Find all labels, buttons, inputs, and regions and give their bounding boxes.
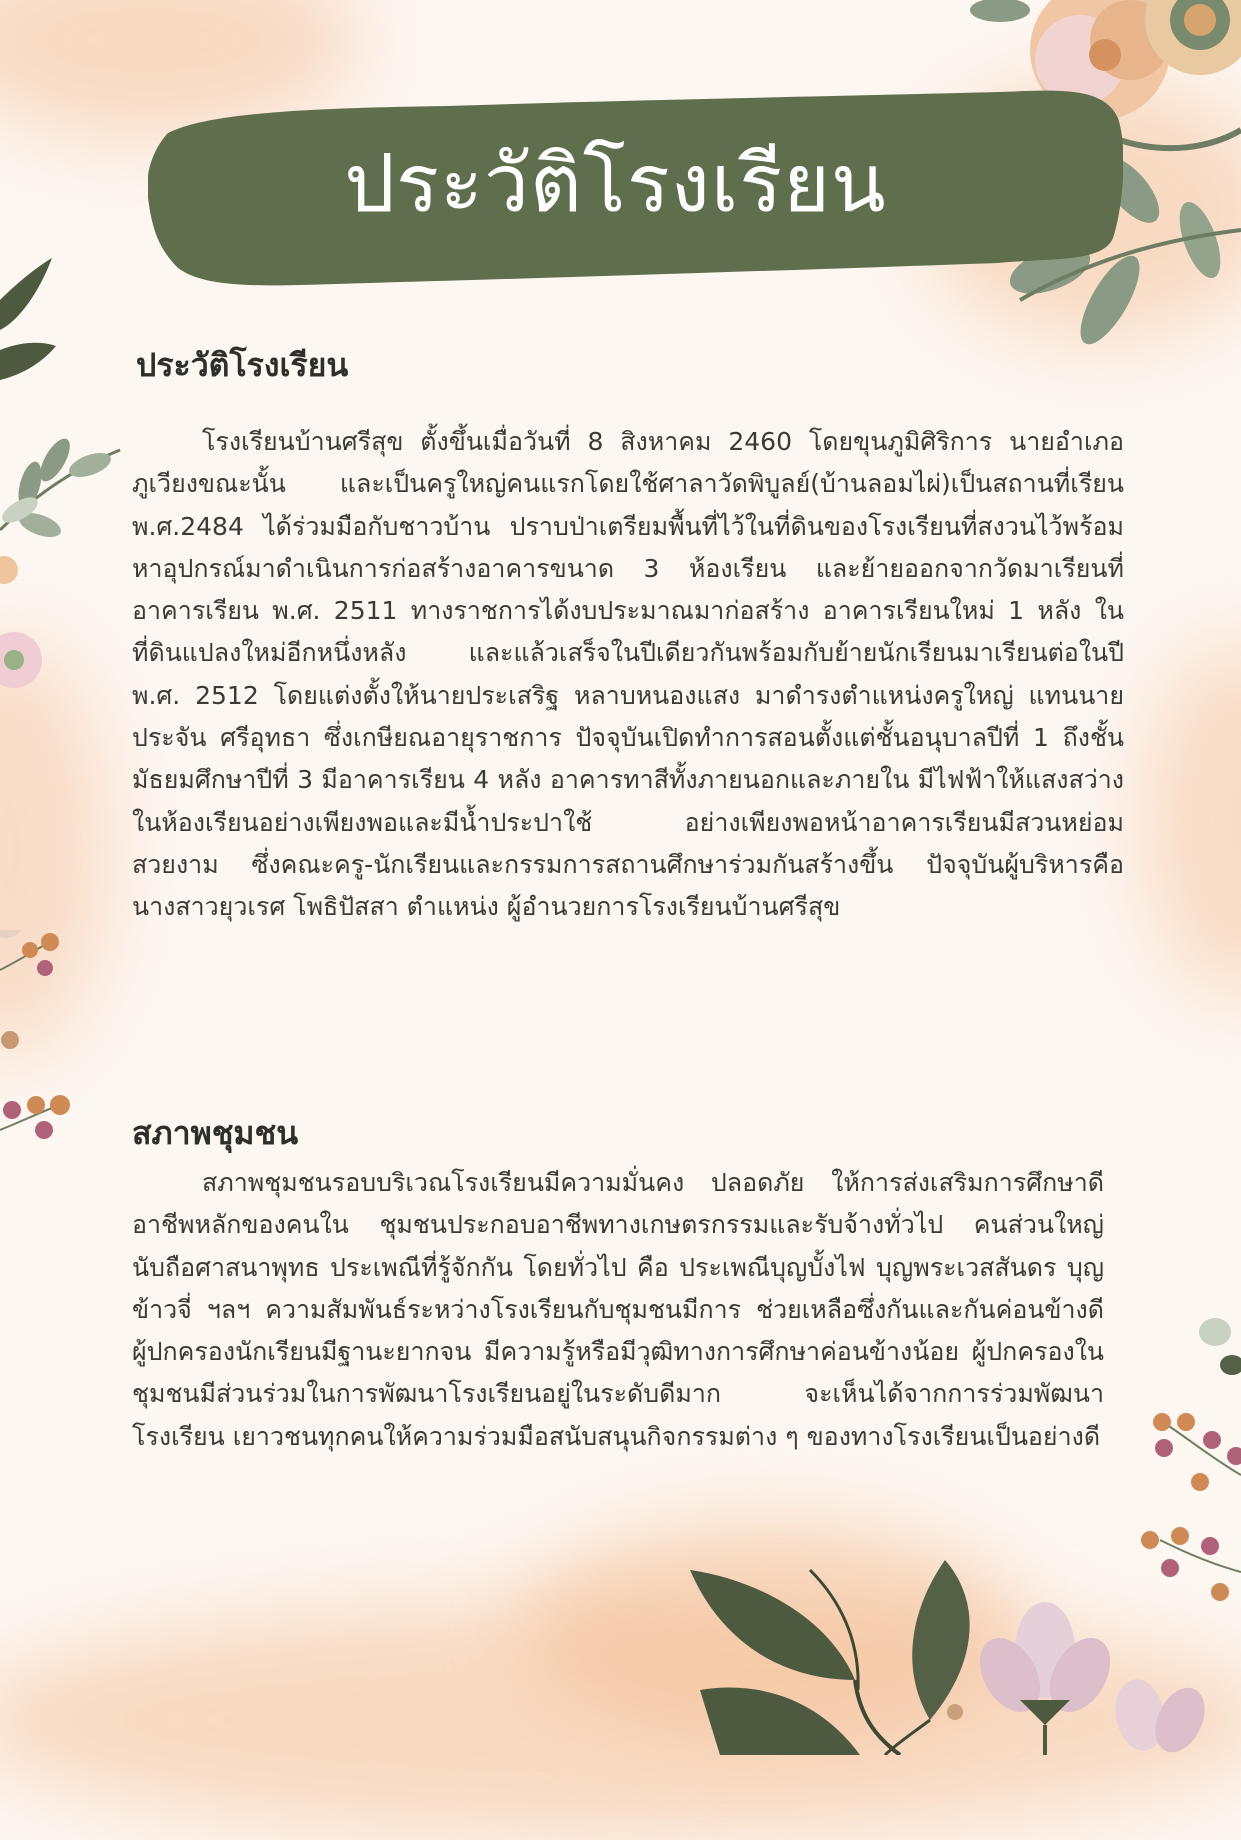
section-body-history: โรงเรียนบ้านศรีสุข ตั้งขึ้นเมื่อวันที่ 8 สิงหาคม 2460 โดยขุนภูมิศิริการ นายอำเภอภูเวียงขณะนั้น และเป็นครูใหญ่คนแรกโดยใช้ศาลาวัดพิบูลย์(บ้านลอมไผ่)เป็นสถานที่เรียน พ.ศ.2484 ได้ร่วมมือกับชาวบ้าน ปราบป่าเตรียมพื้นที่ไว้ในที่ดินของโรงเรียนที่สงวนไว้พร้อมหาอุปกรณ์มาดำเนินการก่อสร้างอาคารขนาด 3 ห้องเรียน และย้ายออกจากวัดมาเรียนที่อาคารเรียน พ.ศ. 2511 ทางราชการได้งบประมาณมาก่อสร้าง อาคารเรียนใหม่ 1 หลัง ในที่ดินแปลงใหม่อีกหนึ่งหลัง และแล้วเสร็จในปีเดียวกันพร้อมกับย้ายนักเรียนมาเรียนต่อในปี พ.ศ. 2512 โดยแต่งตั้งให้นายประเสริฐ หลาบหนองแสง มาดำรงตำแหน่งครูใหญ่ แทนนายประจัน ศรีอุทธา ซึ่งเกษียณอายุราชการ ปัจจุบันเปิดทำการสอนตั้งแต่ชั้นอนุบาลปีที่ 1 ถึงชั้นมัธยมศึกษาปีที่ 3 มีอาคารเรียน 4 หลัง อาคารทาสีทั้งภายนอกและภายใน มีไฟฟ้าให้แสงสว่างในห้องเรียนอย่างเพียงพอและมีน้ำประปาใช้ อย่างเพียงพอหน้าอาคารเรียนมีสวนหย่อมสวยงาม ซึ่งคณะครู-นักเรียนและกรรมการสถานศึกษาร่วมกันสร้างขึ้น ปัจจุบันผู้บริหารคือ นางสาวยุวเรศ โพธิปัสสา ตำแหน่ง ผู้อำนวยการโรงเรียนบ้านศรีสุข — [132, 427, 1124, 922]
leaf-cluster-bottom — [680, 1540, 1241, 1755]
leaf-icon — [690, 1560, 970, 1755]
leaf-icon — [1220, 1355, 1241, 1375]
leaf-icon — [970, 0, 1030, 22]
section-heading-history: ประวัติโรงเรียน — [136, 346, 349, 384]
watercolor-wash-right — [1140, 640, 1241, 1000]
flower-bud-icon — [0, 930, 24, 938]
page-title: ประวัติโรงเรียน — [344, 136, 887, 230]
flower-bud-icon — [947, 1704, 963, 1720]
flower-icon — [1110, 1675, 1214, 1755]
flower-bud-icon — [0, 556, 18, 584]
flower-icon — [0, 632, 42, 688]
section-heading-community: สภาพชุมชน — [132, 1114, 299, 1152]
leaf-icon — [0, 258, 56, 380]
leaf-icon — [1199, 1318, 1231, 1346]
section-body-community: สภาพชุมชนรอบบริเวณโรงเรียนมีความมั่นคง ปลอดภัย ให้การส่งเสริมการศึกษาดี อาชีพหลักของคนใน ชุมชนประกอบอาชีพทางเกษตรกรรมและรับจ้างทั่วไป คนส่วนใหญ่นับถือศาสนาพุทธ ประเพณีที่รู้จักกัน โดยทั่วไป คือ ประเพณีบุญบั้งไฟ บุญพระเวสสันดร บุญข้าวจี่ ฯลฯ ความสัมพันธ์ระหว่างโรงเรียนกับชุมชนมีการ ช่วยเหลือซึ่งกันและกันค่อนข้างดี ผู้ปกครองนักเรียนมีฐานะยากจน มีความรู้หรือมีวุฒิทางการศึกษาค่อนข้างน้อย ผู้ปกครองในชุมชนมีส่วนร่วมในการพัฒนาโรงเรียนอยู่ในระดับดีมาก จะเห็นได้จากการร่วมพัฒนาโรงเรียน เยาวชนทุกคนให้ความร่วมมือสนับสนุนกิจกรรมต่าง ๆ ของทางโรงเรียนเป็นอย่างดี — [132, 1168, 1104, 1451]
berry-sprig-icon — [0, 933, 70, 1139]
leaf-icon — [0, 434, 120, 542]
leaf-cluster-left — [0, 250, 130, 710]
flower-icon — [967, 1602, 1122, 1755]
berry-sprig-left — [0, 930, 90, 1230]
